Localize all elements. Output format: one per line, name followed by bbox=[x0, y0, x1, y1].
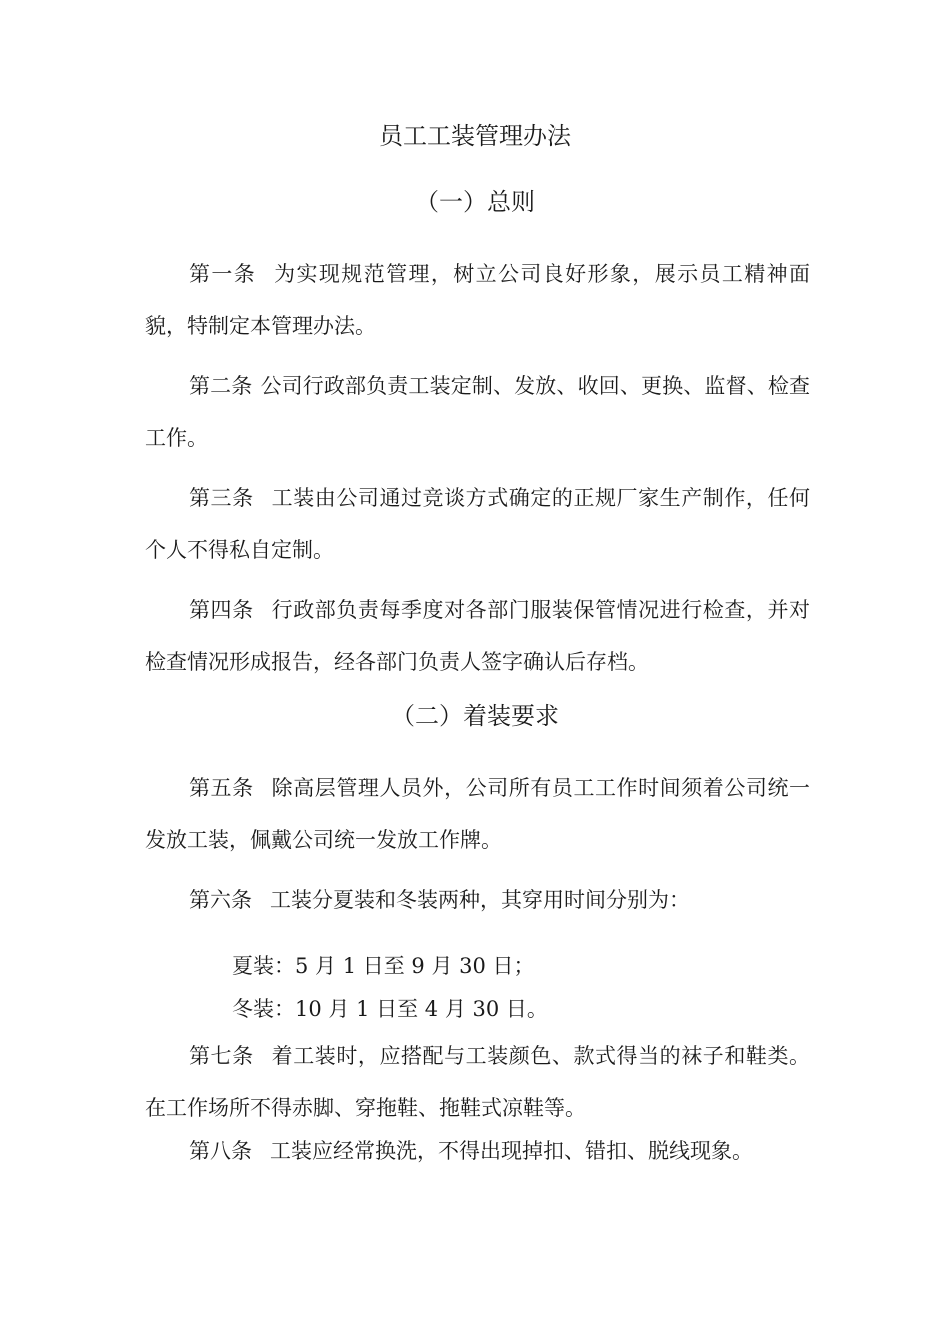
article-number: 第四条 bbox=[189, 598, 254, 622]
article-8 bbox=[145, 1125, 810, 1177]
article-text: 为实现规范管理，树立公司良好形象，展示员工精神面貌，特制定本管理办法。 bbox=[145, 262, 811, 338]
article-number: 第三条 bbox=[189, 486, 254, 510]
article-7 bbox=[145, 1030, 810, 1134]
article-number: 第五条 bbox=[189, 776, 254, 800]
article-number: 第一条 bbox=[189, 262, 257, 286]
section-heading-dress-code: （二）着装要求 bbox=[391, 702, 559, 730]
article-text: 工装应经常换洗，不得出现掉扣、错扣、脱线现象。 bbox=[270, 1139, 753, 1163]
article-4 bbox=[145, 584, 810, 688]
winter-period: 冬装：10 月 1 日至 4 月 30 日。 bbox=[232, 997, 548, 1021]
article-number: 第六条 bbox=[189, 888, 252, 912]
article-text: 工装分夏装和冬装两种，其穿用时间分别为： bbox=[270, 888, 690, 912]
article-text: 行政部负责每季度对各部门服装保管情况进行检查，并对检查情况形成报告，经各部门负责人签字确认后存档。 bbox=[145, 598, 811, 674]
article-6 bbox=[145, 874, 810, 926]
article-number: 第八条 bbox=[189, 1139, 252, 1163]
summer-period: 夏装：5 月 1 日至 9 月 30 日； bbox=[232, 954, 535, 978]
article-text: 公司行政部负责工装定制、发放、收回、更换、监督、检查工作。 bbox=[145, 374, 811, 450]
article-text: 工装由公司通过竞谈方式确定的正规厂家生产制作，任何个人不得私自定制。 bbox=[145, 486, 811, 562]
article-text: 除高层管理人员外，公司所有员工工作时间须着公司统一发放工装，佩戴公司统一发放工作牌。 bbox=[145, 776, 811, 852]
article-5 bbox=[145, 762, 810, 866]
article-3 bbox=[145, 472, 810, 576]
document-title: 员工工装管理办法 bbox=[379, 122, 571, 150]
article-text: 着工装时，应搭配与工装颜色、款式得当的袜子和鞋类。在工作场所不得赤脚、穿拖鞋、拖鞋式凉鞋等。 bbox=[145, 1044, 811, 1120]
article-number: 第二条 bbox=[189, 374, 253, 398]
article-1 bbox=[145, 248, 810, 352]
section-heading-general: （一）总则 bbox=[415, 188, 535, 216]
article-number: 第七条 bbox=[189, 1044, 254, 1068]
article-2 bbox=[145, 360, 810, 464]
